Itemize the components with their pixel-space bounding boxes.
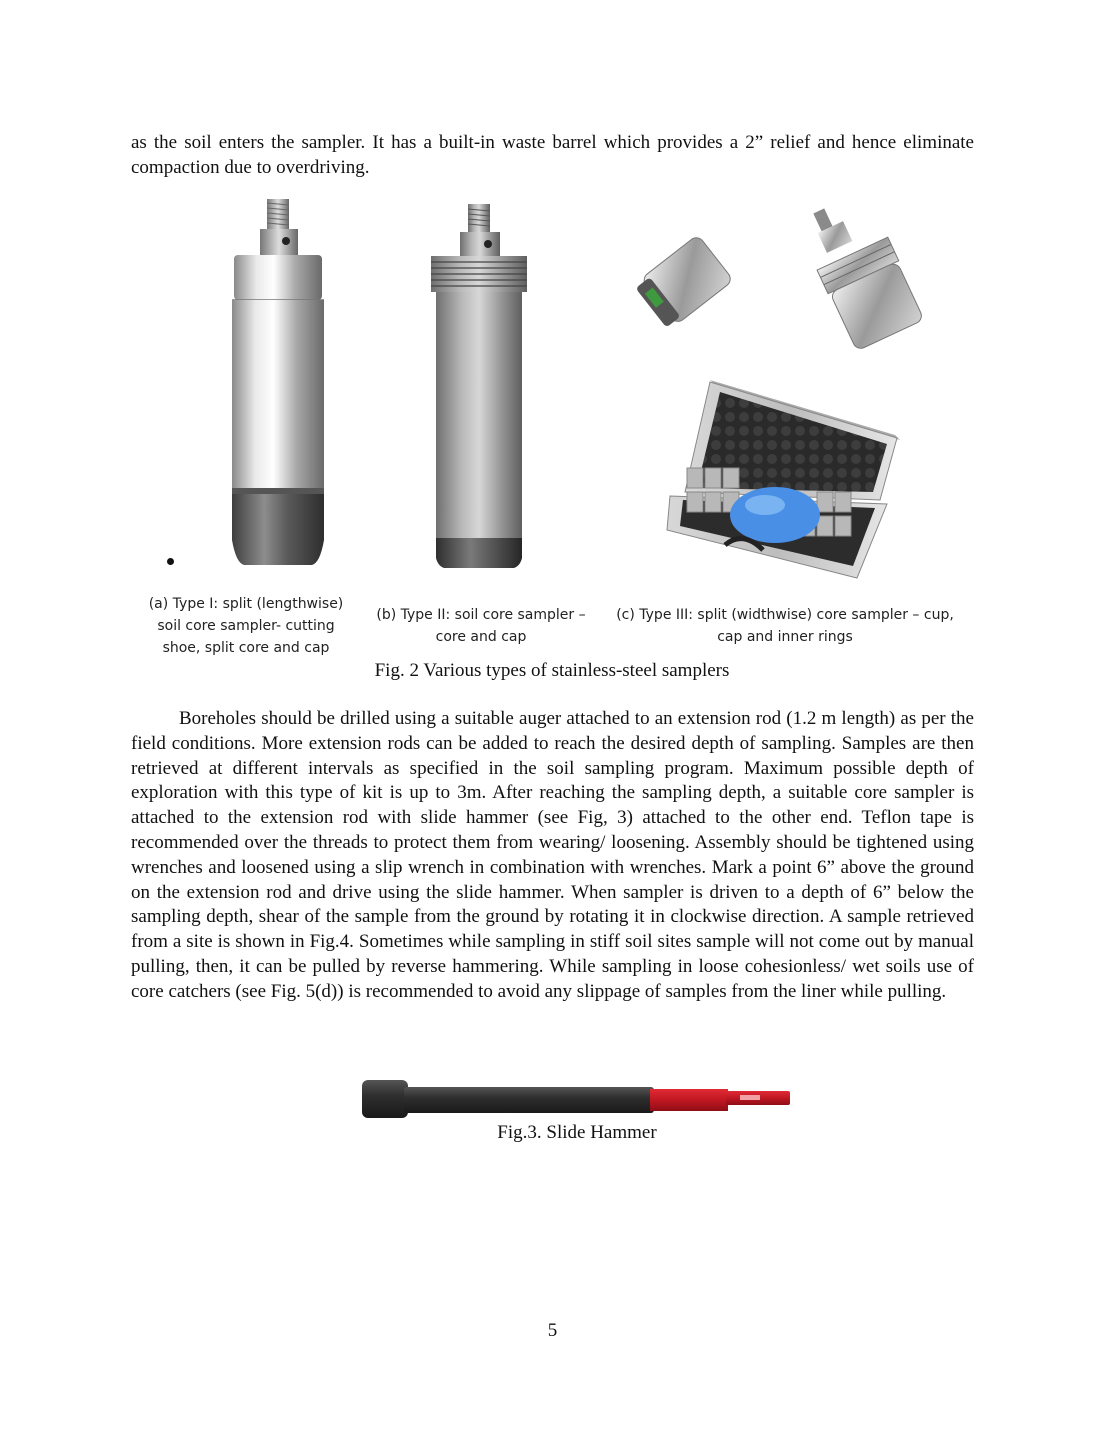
type-iii-sampler-photo (625, 200, 925, 592)
intro-paragraph: as the soil enters the sampler. It has a built-in waste barrel which provides a 2” relief and hence eliminate compaction due to overdriving. (131, 132, 974, 178)
body-paragraph: Boreholes should be drilled using a suitable auger attached to an extension rod (1.2 m length) as per the field conditions. More extension rods can be added to reach the desired depth of sampling. Samples are then retrieved at different intervals as specified in the soil sampling program. Maximum possible depth of exploration with this type of kit is up to 3m. After reaching the sampling depth, a suitable core sampler is attached to the extension rod with slide hammer (see Fig, 3) attached to the other end. Teflon tape is recommended over the threads to protect them from wearing/ loosening. Assembly should be tightened using wrenches and loosened using a slip wrench in combination with wrenches. Mark a point 6” above the ground on the extension rod and drive using the slide hammer. When sampler is driven to a depth of 6” below the sampling depth, shear of the sample from the ground by rotating it in clockwise direction. A sample retrieved from a site is shown in Fig.4. Sometimes while sampling in stiff soil sites sample will not come out by manual pulling, then, it can be pulled by reverse hammering. While sampling in loose cohesionless/ wet soils use of core catchers (see Fig. 5(d)) is recommended to avoid any slippage of samples from the liner while pulling. (131, 708, 974, 1002)
page-number: 5 (547, 1320, 558, 1341)
list-bullet (167, 558, 174, 565)
type-ii-sampler-photo (428, 200, 533, 572)
slide-hammer-photo (360, 1077, 796, 1123)
figure-3-caption: Fig.3. Slide Hammer (497, 1122, 657, 1143)
type-i-sampler-photo (222, 195, 332, 570)
figure-2-caption: Fig. 2 Various types of stainless-steel samplers (374, 660, 730, 681)
caption-type-ii: (b) Type II: soil core sampler – core and cap (376, 607, 586, 645)
caption-type-iii: (c) Type III: split (widthwise) core sampler – cup, cap and inner rings (616, 607, 954, 645)
caption-type-i: (a) Type I: split (lengthwise) soil core sampler- cutting shoe, split core and cap (148, 596, 344, 656)
